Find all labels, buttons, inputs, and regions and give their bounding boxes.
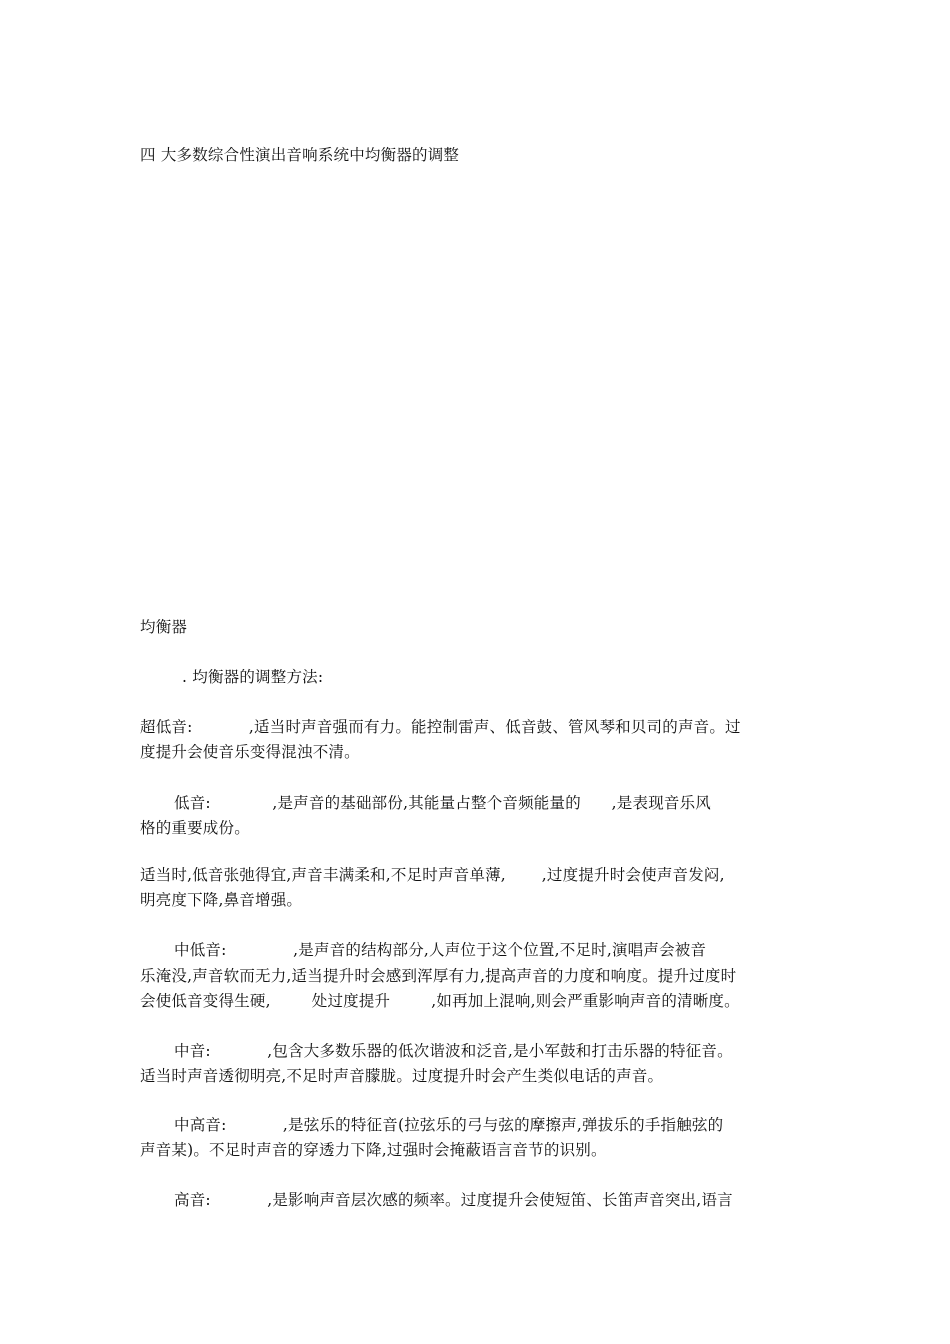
bass-effect-line-2: 明亮度下降,鼻音增强。 bbox=[140, 891, 303, 909]
method-heading: . 均衡器的调整方法: bbox=[182, 668, 324, 686]
bass-line-1: 低音: ,是声音的基础部份,其能量占整个音频能量的 ,是表现音乐风 bbox=[174, 794, 711, 812]
low-mid-line-3: 会使低音变得生硬, 处过度提升 ,如再加上混响,则会严重影响声音的清晰度。 bbox=[140, 992, 740, 1010]
mid-line-1: 中音: ,包含大多数乐器的低次谐波和泛音,是小军鼓和打击乐器的特征音。 bbox=[174, 1042, 733, 1060]
section-label: 均衡器 bbox=[140, 618, 188, 636]
high-mid-line-2: 声音某)。不足时声音的穿透力下降,过强时会掩蔽语言音节的识别。 bbox=[140, 1141, 607, 1159]
mid-line-2: 适当时声音透彻明亮,不足时声音朦胧。过度提升时会产生类似电话的声音。 bbox=[140, 1067, 664, 1085]
low-mid-line-1: 中低音: ,是声音的结构部分,人声位于这个位置,不足时,演唱声会被音 bbox=[174, 941, 707, 959]
sub-bass-line-2: 度提升会使音乐变得混浊不清。 bbox=[140, 743, 360, 761]
low-mid-line-2: 乐淹没,声音软而无力,适当提升时会感到浑厚有力,提高声音的力度和响度。提升过度时 bbox=[140, 967, 737, 985]
bass-line-2: 格的重要成份。 bbox=[140, 819, 250, 837]
high-mid-line-1: 中高音: ,是弦乐的特征音(拉弦乐的弓与弦的摩擦声,弹拔乐的手指触弦的 bbox=[174, 1116, 724, 1134]
sub-bass-line-1: 超低音: ,适当时声音强而有力。能控制雷声、低音鼓、管风琴和贝司的声音。过 bbox=[140, 718, 741, 736]
bass-effect-line-1: 适当时,低音张弛得宜,声音丰满柔和,不足时声音单薄, ,过度提升时会使声音发闷, bbox=[140, 866, 725, 884]
page-heading: 四 大多数综合性演出音响系统中均衡器的调整 bbox=[140, 146, 460, 164]
treble-line-1: 高音: ,是影响声音层次感的频率。过度提升会使短笛、长笛声音突出,语言 bbox=[174, 1191, 733, 1209]
